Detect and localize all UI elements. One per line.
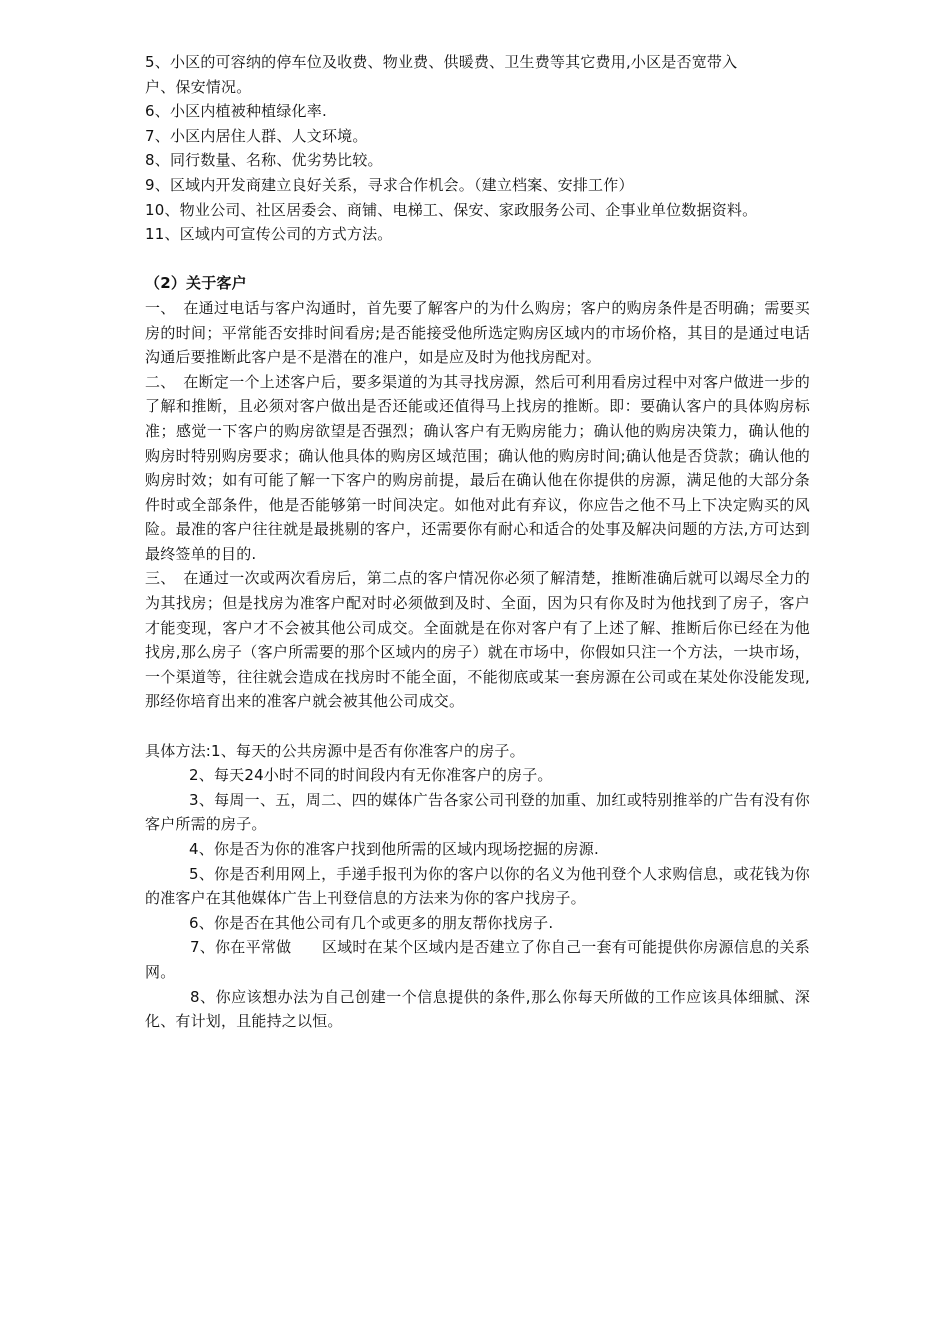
list-item: 7、小区内居住人群、人文环境。 [145, 126, 368, 145]
list-item: 8、同行数量、名称、优劣势比较。 [145, 151, 383, 170]
customer-paragraphs [145, 296, 810, 714]
list-item: 10、物业公司、社区居委会、商铺、电梯工、保安、家政服务公司、企事业单位数据资料。 [145, 200, 758, 219]
list-item: 8、你应该想办法为自己创建一个信息提供的条件,那么你每天所做的工作应该具体细腻、深化、有计划，且能持之以恒。 [145, 987, 810, 1031]
list-item: 户、保安情况。 [145, 77, 252, 96]
list-item: 2、每天24小时不同的时间段内有无你准客户的房子。 [189, 766, 553, 785]
list-item: 3、每周一、五，周二、四的媒体广告各家公司刊登的加重、加红或特别推举的广告有没有你客户所需的房子。 [145, 790, 810, 834]
list-item: 7、你在平常做 区域时在某个区域内是否建立了你自己一套有可能提供你房源信息的关系网。 [145, 938, 810, 981]
document-page [145, 50, 810, 1034]
area-info-list [145, 50, 810, 247]
paragraph: 二、 在断定一个上述客户后，要多渠道的为其寻找房源，然后可利用看房过程中对客户做进一步的了解和推断，且必须对客户做出是否还能或还值得马上找房的推断。即：要确认客户的具体购房标准；感觉一下客户的购房欲望是否强烈；确认客户有无购房能力；确认他的购房决策力，确认他的购房时特别购房要求；确认他具体的购房区域范围；确认他的购房时间;确认他是否贷款；确认他的购房时效；如有可能了解一下客户的购房前提，最后在确认他在你提供的房源，满足他的大部分条件时或全部条件，他是否能够第一时间决定。如他对此有弃议，你应告之他不马上下决定购买的风险。最准的客户往往就是最挑剔的客户，还需要你有耐心和适合的处事及解决问题的方法,方可达到最终签单的目的. [145, 372, 810, 563]
list-item: 具体方法:1、每天的公共房源中是否有你准客户的房子。 [145, 741, 525, 760]
list-item: 9、区域内开发商建立良好关系，寻求合作机会。（建立档案、安排工作） [145, 175, 634, 194]
paragraph: 一、 在通过电话与客户沟通时，首先要了解客户的为什么购房；客户的购房条件是否明确；需要买房的时间；平常能否安排时间看房;是否能接受他所选定购房区域内的市场价格，其目的是通过电话沟通后要推断此客户是不是潜在的准户，如是应及时为他找房配对。 [145, 298, 810, 367]
list-item: 6、你是否在其他公司有几个或更多的朋友帮你找房子. [189, 913, 554, 932]
list-item: 6、小区内植被种植绿化率. [145, 102, 327, 121]
list-item: 5、小区的可容纳的停车位及收费、物业费、供暖费、卫生费等其它费用,小区是否宽带入 [145, 53, 738, 71]
section-heading: （2）关于客户 [145, 274, 247, 293]
spacer [145, 714, 810, 739]
list-item: 4、你是否为你的准客户找到他所需的区域内现场挖掘的房源. [189, 840, 599, 858]
paragraph: 三、 在通过一次或两次看房后，第二点的客户情况你必须了解清楚，推断准确后就可以竭尽全力的为其找房；但是找房为准客户配对时必须做到及时、全面，因为只有你及时为他找到了房子，客户才能变现，客户才不会被其他公司成交。全面就是在你对客户有了上述了解、推断后你已经在为他找房,那么房子（客户所需要的那个区域内的房子）就在市场中，你假如只注一个方法，一块市场，一个渠道等，往往就会造成在找房时不能全面，不能彻底或某一套房源在公司或在某处你没能发现,那经你培育出来的准客户就会被其他公司成交。 [145, 569, 810, 711]
list-item: 11、区域内可宣传公司的方式方法。 [145, 225, 393, 244]
list-item: 5、你是否利用网上，手递手报刊为你的客户以你的名义为他刊登个人求购信息，或花钱为你的准客户在其他媒体广告上刊登信息的方法来为你的客户找房子。 [145, 864, 810, 908]
methods-list [145, 739, 810, 1034]
